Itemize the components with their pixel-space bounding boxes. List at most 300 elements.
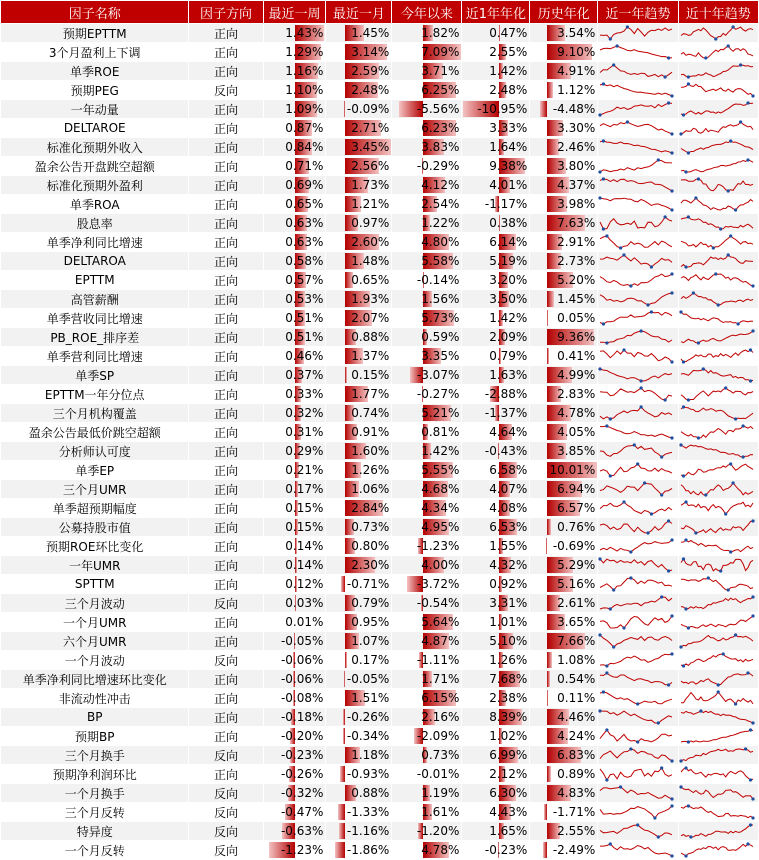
factor-name: 单季超预期幅度 bbox=[1, 499, 189, 518]
factor-direction: 反向 bbox=[189, 594, 263, 613]
factor-direction: 正向 bbox=[189, 556, 263, 575]
sparkline-marker bbox=[599, 196, 602, 199]
sparkline-marker bbox=[684, 607, 687, 610]
value-cell-ytd bbox=[392, 651, 462, 670]
value-cell-m bbox=[326, 119, 392, 138]
value-cell-hist bbox=[530, 670, 598, 689]
value-text: 6.58% bbox=[489, 463, 529, 477]
factor-name: 预期净利润环比 bbox=[1, 765, 189, 784]
sparkline-1y bbox=[598, 214, 678, 233]
value-text: 0.01% bbox=[285, 615, 325, 629]
factor-direction: 正向 bbox=[189, 765, 263, 784]
value-cell-y1 bbox=[462, 689, 530, 708]
value-text: 3.65% bbox=[557, 615, 597, 629]
value-cell-m bbox=[326, 423, 392, 442]
factor-direction: 正向 bbox=[189, 43, 263, 62]
value-text: 0.47% bbox=[489, 26, 529, 40]
factor-name: 一年动量 bbox=[1, 100, 189, 119]
value-cell-hist bbox=[530, 708, 598, 727]
sparkline-marker bbox=[599, 170, 602, 173]
value-text: 0.12% bbox=[285, 577, 325, 591]
sparkline-1y bbox=[598, 822, 678, 841]
value-cell-m bbox=[326, 803, 392, 822]
value-text: 0.91% bbox=[351, 425, 391, 439]
value-text: 1.42% bbox=[421, 444, 461, 458]
sparkline-marker bbox=[671, 436, 674, 439]
sparkline-marker bbox=[667, 519, 670, 522]
value-cell-hist bbox=[530, 195, 598, 214]
value-cell-ytd bbox=[392, 100, 462, 119]
value-cell-ytd bbox=[392, 81, 462, 100]
value-cell-hist bbox=[530, 765, 598, 784]
sparkline-marker bbox=[751, 614, 754, 617]
table-row bbox=[1, 328, 759, 347]
factor-direction: 正向 bbox=[189, 24, 263, 43]
sparkline-marker bbox=[647, 531, 650, 534]
sparkline-marker bbox=[679, 310, 682, 313]
value-cell-y1 bbox=[462, 746, 530, 765]
value-text: -0.43% bbox=[485, 444, 529, 458]
table-row bbox=[1, 233, 759, 252]
sparkline-marker bbox=[602, 322, 605, 325]
value-text: 5.64% bbox=[421, 615, 461, 629]
factor-direction: 正向 bbox=[189, 537, 263, 556]
value-cell-w bbox=[263, 499, 326, 518]
value-cell-m bbox=[326, 214, 392, 233]
value-text: 9.36% bbox=[557, 330, 597, 344]
value-text: 2.46% bbox=[557, 140, 597, 154]
value-text: 0.59% bbox=[421, 330, 461, 344]
value-text: -0.27% bbox=[417, 387, 461, 401]
sparkline-path bbox=[681, 407, 753, 419]
sparkline-marker bbox=[671, 854, 674, 857]
sparkline-marker bbox=[679, 443, 682, 446]
value-cell-y1 bbox=[462, 366, 530, 385]
factor-direction: 正向 bbox=[189, 214, 263, 233]
value-text: -0.26% bbox=[347, 710, 391, 724]
value-cell-ytd bbox=[392, 43, 462, 62]
sparkline-path bbox=[681, 84, 753, 96]
value-cell-m bbox=[326, 480, 392, 499]
value-text: 3.45% bbox=[351, 140, 391, 154]
factor-name: 三个月机构覆盖 bbox=[1, 404, 189, 423]
sparkline-1y bbox=[598, 385, 678, 404]
value-text: 5.16% bbox=[557, 577, 597, 591]
value-text: 3.98% bbox=[557, 197, 597, 211]
sparkline-marker bbox=[686, 740, 689, 743]
value-text: -1.11% bbox=[417, 653, 461, 667]
value-text: 6.15% bbox=[421, 691, 461, 705]
factor-direction: 反向 bbox=[189, 784, 263, 803]
value-cell-y1 bbox=[462, 822, 530, 841]
value-cell-y1 bbox=[462, 575, 530, 594]
value-text: 0.31% bbox=[285, 425, 325, 439]
sparkline-marker bbox=[741, 455, 744, 458]
value-cell-w bbox=[263, 613, 326, 632]
sparkline-marker bbox=[741, 424, 744, 427]
factor-direction: 正向 bbox=[189, 670, 263, 689]
sparkline-10y bbox=[678, 480, 758, 499]
value-text: 1.65% bbox=[489, 824, 529, 838]
value-text: 0.38% bbox=[489, 216, 529, 230]
value-cell-y1 bbox=[462, 62, 530, 81]
sparkline-marker bbox=[657, 158, 660, 161]
value-text: 0.14% bbox=[285, 558, 325, 572]
value-text: 4.32% bbox=[489, 558, 529, 572]
sparkline-path bbox=[681, 749, 753, 761]
value-cell-w bbox=[263, 24, 326, 43]
value-cell-w bbox=[263, 366, 326, 385]
sparkline-marker bbox=[734, 417, 737, 420]
value-cell-w bbox=[263, 233, 326, 252]
sparkline-marker bbox=[623, 626, 626, 629]
sparkline-1y bbox=[598, 632, 678, 651]
value-text: 0.21% bbox=[285, 463, 325, 477]
sparkline-1y bbox=[598, 252, 678, 271]
sparkline-path bbox=[600, 274, 672, 286]
value-cell-m bbox=[326, 100, 392, 119]
value-cell-m bbox=[326, 556, 392, 575]
value-cell-ytd bbox=[392, 442, 462, 461]
sparkline-10y bbox=[678, 537, 758, 556]
value-text: 1.26% bbox=[489, 653, 529, 667]
value-text: 0.51% bbox=[285, 330, 325, 344]
sparkline-marker bbox=[660, 455, 663, 458]
sparkline-marker bbox=[716, 690, 719, 693]
value-text: 9.38% bbox=[489, 159, 529, 173]
factor-name: 三个月换手 bbox=[1, 746, 189, 765]
sparkline-marker bbox=[664, 398, 667, 401]
sparkline-path bbox=[600, 236, 672, 248]
value-cell-w bbox=[263, 746, 326, 765]
value-cell-hist bbox=[530, 499, 598, 518]
sparkline-marker bbox=[602, 139, 605, 142]
factor-name: 六个月UMR bbox=[1, 632, 189, 651]
sparkline-path bbox=[600, 597, 672, 609]
value-bar bbox=[341, 576, 345, 592]
factor-direction: 正向 bbox=[189, 689, 263, 708]
value-text: 2.48% bbox=[489, 83, 529, 97]
sparkline-marker bbox=[619, 246, 622, 249]
value-cell-hist bbox=[530, 347, 598, 366]
value-cell-y1 bbox=[462, 157, 530, 176]
value-cell-w bbox=[263, 271, 326, 290]
sparkline-marker bbox=[671, 208, 674, 211]
value-text: 0.11% bbox=[557, 691, 597, 705]
value-text: 1.42% bbox=[489, 64, 529, 78]
value-text: 1.45% bbox=[557, 292, 597, 306]
factor-direction: 正向 bbox=[189, 366, 263, 385]
value-text: 1.55% bbox=[489, 539, 529, 553]
value-text: 4.00% bbox=[421, 558, 461, 572]
sparkline-marker bbox=[612, 63, 615, 66]
sparkline-1y bbox=[598, 233, 678, 252]
value-cell-y1 bbox=[462, 252, 530, 271]
value-text: 1.19% bbox=[421, 786, 461, 800]
sparkline-marker bbox=[602, 690, 605, 693]
table-row bbox=[1, 765, 759, 784]
value-cell-y1 bbox=[462, 480, 530, 499]
header-last-month: 最近一月 bbox=[326, 1, 392, 24]
value-cell-y1 bbox=[462, 556, 530, 575]
value-text: 1.18% bbox=[351, 748, 391, 762]
factor-direction: 正向 bbox=[189, 176, 263, 195]
value-text: 5.19% bbox=[489, 254, 529, 268]
factor-direction: 正向 bbox=[189, 423, 263, 442]
sparkline-path bbox=[600, 692, 672, 704]
sparkline-marker bbox=[749, 728, 752, 731]
value-cell-m bbox=[326, 328, 392, 347]
factor-name: 公募持股市值 bbox=[1, 518, 189, 537]
value-text: 2.55% bbox=[489, 45, 529, 59]
sparkline-path bbox=[681, 616, 753, 628]
value-cell-y1 bbox=[462, 233, 530, 252]
value-text: -0.69% bbox=[553, 539, 597, 553]
sparkline-path bbox=[600, 673, 672, 685]
value-cell-m bbox=[326, 404, 392, 423]
value-cell-hist bbox=[530, 214, 598, 233]
sparkline-marker bbox=[706, 576, 709, 579]
value-cell-ytd bbox=[392, 765, 462, 784]
value-text: -0.93% bbox=[347, 767, 391, 781]
header-last-week: 最近一周 bbox=[263, 1, 326, 24]
value-cell-ytd bbox=[392, 195, 462, 214]
value-bar bbox=[547, 671, 550, 687]
value-text: 0.74% bbox=[351, 406, 391, 420]
sparkline-1y bbox=[598, 746, 678, 765]
sparkline-marker bbox=[616, 44, 619, 47]
sparkline-10y bbox=[678, 24, 758, 43]
value-cell-ytd bbox=[392, 157, 462, 176]
sparkline-10y bbox=[678, 556, 758, 575]
value-cell-hist bbox=[530, 81, 598, 100]
value-text: -1.71% bbox=[553, 805, 597, 819]
sparkline-marker bbox=[746, 671, 749, 674]
value-text: 6.14% bbox=[489, 235, 529, 249]
sparkline-path bbox=[681, 27, 753, 39]
sparkline-marker bbox=[689, 835, 692, 838]
value-cell-w bbox=[263, 252, 326, 271]
sparkline-10y bbox=[678, 195, 758, 214]
sparkline-marker bbox=[671, 759, 674, 762]
sparkline-1y bbox=[598, 461, 678, 480]
sparkline-marker bbox=[731, 481, 734, 484]
value-cell-y1 bbox=[462, 195, 530, 214]
value-text: 3.14% bbox=[351, 45, 391, 59]
value-text: 3.31% bbox=[489, 596, 529, 610]
factor-name: 单季ROA bbox=[1, 195, 189, 214]
sparkline-10y bbox=[678, 309, 758, 328]
value-text: 4.05% bbox=[557, 425, 597, 439]
sparkline-marker bbox=[749, 823, 752, 826]
value-cell-ytd bbox=[392, 670, 462, 689]
factor-direction: 正向 bbox=[189, 347, 263, 366]
value-cell-m bbox=[326, 746, 392, 765]
table-row bbox=[1, 176, 759, 195]
value-cell-hist bbox=[530, 632, 598, 651]
value-cell-ytd bbox=[392, 214, 462, 233]
sparkline-10y bbox=[678, 689, 758, 708]
value-text: 0.69% bbox=[285, 178, 325, 192]
sparkline-1y bbox=[598, 100, 678, 119]
sparkline-1y bbox=[598, 708, 678, 727]
value-text: 9.10% bbox=[557, 45, 597, 59]
sparkline-path bbox=[681, 844, 753, 856]
sparkline-marker bbox=[684, 766, 687, 769]
sparkline-1y bbox=[598, 328, 678, 347]
factor-direction: 正向 bbox=[189, 157, 263, 176]
value-cell-m bbox=[326, 594, 392, 613]
sparkline-path bbox=[600, 103, 672, 115]
value-text: 0.76% bbox=[557, 520, 597, 534]
sparkline-marker bbox=[679, 759, 682, 762]
table-row bbox=[1, 309, 759, 328]
value-bar bbox=[343, 728, 345, 744]
value-text: 2.55% bbox=[557, 824, 597, 838]
value-cell-ytd bbox=[392, 271, 462, 290]
value-cell-hist bbox=[530, 366, 598, 385]
value-text: 2.54% bbox=[421, 197, 461, 211]
value-cell-w bbox=[263, 784, 326, 803]
value-text: 1.71% bbox=[421, 672, 461, 686]
sparkline-marker bbox=[671, 132, 674, 135]
value-text: 1.02% bbox=[489, 729, 529, 743]
sparkline-marker bbox=[696, 341, 699, 344]
sparkline-path bbox=[600, 578, 672, 590]
sparkline-1y bbox=[598, 43, 678, 62]
value-text: -0.47% bbox=[281, 805, 325, 819]
sparkline-marker bbox=[686, 626, 689, 629]
value-bar bbox=[547, 291, 554, 307]
value-text: -5.56% bbox=[417, 102, 461, 116]
table-row bbox=[1, 24, 759, 43]
value-cell-hist bbox=[530, 233, 598, 252]
value-text: -10.95% bbox=[477, 102, 529, 116]
value-cell-y1 bbox=[462, 784, 530, 803]
value-cell-ytd bbox=[392, 727, 462, 746]
sparkline-path bbox=[600, 65, 672, 77]
factor-name: 盈余公告开盘跳空超额 bbox=[1, 157, 189, 176]
sparkline-marker bbox=[650, 512, 653, 515]
value-text: 1.42% bbox=[489, 311, 529, 325]
sparkline-marker bbox=[679, 785, 682, 788]
value-cell-hist bbox=[530, 461, 598, 480]
factor-name: PB_ROE_排序差 bbox=[1, 328, 189, 347]
value-text: -4.48% bbox=[553, 102, 597, 116]
value-cell-m bbox=[326, 841, 392, 860]
sparkline-1y bbox=[598, 537, 678, 556]
factor-direction: 正向 bbox=[189, 404, 263, 423]
table-row bbox=[1, 632, 759, 651]
value-cell-m bbox=[326, 385, 392, 404]
sparkline-marker bbox=[671, 797, 674, 800]
sparkline-marker bbox=[664, 75, 667, 78]
value-cell-ytd bbox=[392, 119, 462, 138]
sparkline-1y bbox=[598, 499, 678, 518]
factor-name: 3个月盈利上下调 bbox=[1, 43, 189, 62]
factor-direction: 正向 bbox=[189, 233, 263, 252]
value-cell-m bbox=[326, 575, 392, 594]
value-cell-y1 bbox=[462, 442, 530, 461]
sparkline-path bbox=[600, 407, 672, 419]
sparkline-10y bbox=[678, 214, 758, 233]
value-text: 10.01% bbox=[550, 463, 598, 477]
sparkline-path bbox=[681, 388, 753, 400]
sparkline-marker bbox=[724, 512, 727, 515]
value-cell-hist bbox=[530, 252, 598, 271]
table-row bbox=[1, 708, 759, 727]
value-cell-hist bbox=[530, 138, 598, 157]
value-cell-ytd bbox=[392, 62, 462, 81]
value-text: 1.48% bbox=[351, 254, 391, 268]
value-cell-hist bbox=[530, 651, 598, 670]
value-cell-y1 bbox=[462, 24, 530, 43]
value-text: -0.18% bbox=[281, 710, 325, 724]
sparkline-marker bbox=[606, 234, 609, 237]
sparkline-marker bbox=[686, 82, 689, 85]
sparkline-marker bbox=[749, 778, 752, 781]
value-cell-y1 bbox=[462, 271, 530, 290]
header-1y-trend: 近一年趋势 bbox=[598, 1, 678, 24]
value-cell-m bbox=[326, 613, 392, 632]
sparkline-path bbox=[600, 768, 672, 780]
value-cell-hist bbox=[530, 480, 598, 499]
factor-direction: 正向 bbox=[189, 100, 263, 119]
value-text: 1.16% bbox=[285, 64, 325, 78]
value-cell-ytd bbox=[392, 252, 462, 271]
value-cell-m bbox=[326, 233, 392, 252]
value-cell-y1 bbox=[462, 613, 530, 632]
factor-direction: 正向 bbox=[189, 480, 263, 499]
value-text: 0.14% bbox=[285, 539, 325, 553]
value-text: 4.87% bbox=[421, 634, 461, 648]
table-row bbox=[1, 385, 759, 404]
sparkline-10y bbox=[678, 62, 758, 81]
value-cell-w bbox=[263, 727, 326, 746]
sparkline-marker bbox=[633, 443, 636, 446]
value-cell-y1 bbox=[462, 651, 530, 670]
value-cell-ytd bbox=[392, 24, 462, 43]
value-text: 1.08% bbox=[557, 653, 597, 667]
sparkline-marker bbox=[734, 702, 737, 705]
table-row bbox=[1, 195, 759, 214]
factor-direction: 正向 bbox=[189, 62, 263, 81]
value-cell-y1 bbox=[462, 214, 530, 233]
sparkline-1y bbox=[598, 195, 678, 214]
value-cell-m bbox=[326, 347, 392, 366]
value-cell-hist bbox=[530, 24, 598, 43]
value-text: 3.54% bbox=[557, 26, 597, 40]
sparkline-marker bbox=[734, 633, 737, 636]
factor-name: EPTTM一年分位点 bbox=[1, 385, 189, 404]
sparkline-marker bbox=[650, 310, 653, 313]
sparkline-path bbox=[681, 806, 753, 818]
sparkline-10y bbox=[678, 385, 758, 404]
factor-direction: 正向 bbox=[189, 119, 263, 138]
factor-name: 分析师认可度 bbox=[1, 442, 189, 461]
value-text: 0.87% bbox=[285, 121, 325, 135]
value-text: 5.10% bbox=[489, 634, 529, 648]
sparkline-marker bbox=[751, 519, 754, 522]
factor-name: 单季营收同比增速 bbox=[1, 309, 189, 328]
sparkline-marker bbox=[623, 500, 626, 503]
value-cell-hist bbox=[530, 385, 598, 404]
value-text: 0.65% bbox=[351, 273, 391, 287]
value-cell-y1 bbox=[462, 81, 530, 100]
value-text: 0.53% bbox=[285, 292, 325, 306]
table-row bbox=[1, 290, 759, 309]
value-text: 0.88% bbox=[351, 786, 391, 800]
